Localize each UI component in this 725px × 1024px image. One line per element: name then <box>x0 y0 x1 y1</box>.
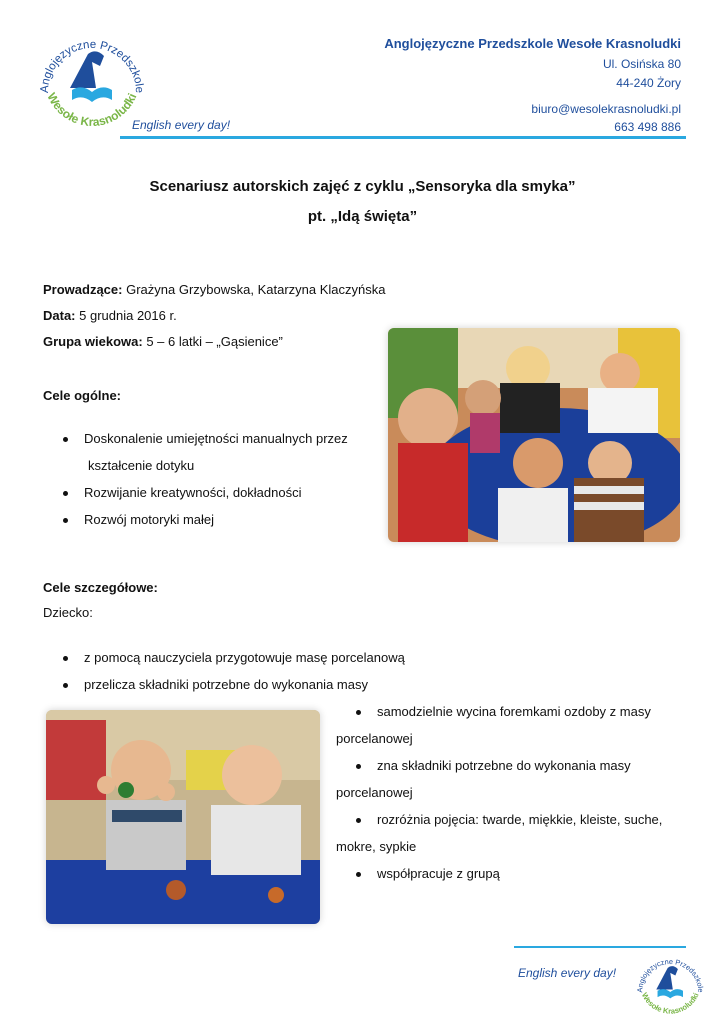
bullet-icon <box>356 710 361 715</box>
footer-slogan: English every day! <box>518 966 617 980</box>
contact-email: biuro@wesolekrasnoludki.pl <box>531 102 681 116</box>
detailed-goal-text: rozróżnia pojęcia: twarde, miękkie, kleiste, suche, <box>377 812 663 827</box>
detailed-goal-item <box>63 677 368 692</box>
footer-divider <box>514 946 686 948</box>
footer-logo <box>630 950 708 1020</box>
date-value: 5 grudnia 2016 r. <box>75 308 177 323</box>
leaders-line <box>43 282 385 297</box>
bullet-icon <box>63 683 68 688</box>
book-icon <box>658 989 683 998</box>
detailed-goal-item <box>356 704 651 719</box>
detailed-goal-text: z pomocą nauczyciela przygotowuje masę porcelanową <box>84 650 405 665</box>
general-goal-item <box>63 485 302 500</box>
bullet-icon <box>63 656 68 661</box>
document-title: Scenariusz autorskich zajęć z cyklu „Sensoryka dla smyka” <box>149 178 576 195</box>
bullet-icon <box>356 818 361 823</box>
photo-children-table <box>388 328 680 542</box>
document-subtitle: pt. „Idą święta” <box>307 208 418 225</box>
detailed-goal-item <box>356 812 662 827</box>
detailed-goals-intro: Dziecko: <box>43 605 93 620</box>
detailed-goal-text: samodzielnie wycina foremkami ozdoby z masy <box>377 704 651 719</box>
bullet-icon <box>63 518 68 523</box>
detailed-goals-heading-text: Cele szczegółowe: <box>43 580 158 595</box>
contact-phone: 663 498 886 <box>614 120 681 134</box>
bullet-icon <box>63 437 68 442</box>
general-goal-text: Rozwijanie kreatywności, dokładności <box>84 485 302 500</box>
detailed-goal-text: przelicza składniki potrzebne do wykonania masy <box>84 677 368 692</box>
general-goal-text: Rozwój motoryki małej <box>84 512 215 527</box>
bullet-icon <box>63 491 68 496</box>
bullet-icon <box>356 872 361 877</box>
detailed-goal-item <box>356 866 500 881</box>
gnome-hat-icon <box>70 51 104 88</box>
detailed-goal-text: współpracuje z grupą <box>377 866 500 881</box>
logo-top-text: Anglojęzyczne Przedszkole <box>38 38 146 94</box>
group-label: Grupa wiekowa: <box>43 334 143 349</box>
group-value: 5 – 6 latki – „Gąsienice” <box>142 334 283 349</box>
leaders-value: Grażyna Grzybowska, Katarzyna Klaczyńska <box>122 282 386 297</box>
header-divider <box>120 136 686 139</box>
detailed-goal-continuation: mokre, sypkie <box>336 839 417 854</box>
address-street: Ul. Osińska 80 <box>602 57 681 71</box>
leaders-label: Prowadzące: <box>43 282 123 297</box>
general-goals-heading <box>43 388 121 403</box>
detailed-goal-continuation: porcelanowej <box>336 731 413 746</box>
detailed-goal-continuation: porcelanowej <box>336 785 413 800</box>
detailed-goal-text: zna składniki potrzebne do wykonania masy <box>377 758 631 773</box>
footer-logo-top-text: Anglojęzyczne Przedszkole <box>635 956 706 993</box>
organization-name: Anglojęzyczne Przedszkole Wesołe Krasnoludki <box>384 36 681 51</box>
detailed-goals-heading <box>43 580 158 595</box>
general-goal-continuation: kształcenie dotyku <box>88 458 195 473</box>
gnome-hat-icon <box>656 966 678 989</box>
date-label: Data: <box>43 308 76 323</box>
footer-logo-bottom-text: Wesołe Krasnoludki <box>639 991 701 1016</box>
date-line <box>43 308 177 323</box>
group-line <box>43 334 283 349</box>
detailed-goal-item <box>63 650 405 665</box>
header-slogan: English every day! <box>132 118 231 132</box>
bullet-icon <box>356 764 361 769</box>
book-icon <box>72 87 112 102</box>
detailed-goal-item <box>356 758 631 773</box>
general-goals-heading-text: Cele ogólne: <box>43 388 122 403</box>
general-goal-item <box>63 431 348 446</box>
logo-bottom-text: Wesołe Krasnoludki <box>44 90 140 130</box>
general-goal-text: Doskonalenie umiejętności manualnych przez <box>84 431 348 446</box>
photo-children-ornaments <box>46 710 320 924</box>
general-goal-item <box>63 512 214 527</box>
address-city: 44-240 Żory <box>616 76 681 90</box>
